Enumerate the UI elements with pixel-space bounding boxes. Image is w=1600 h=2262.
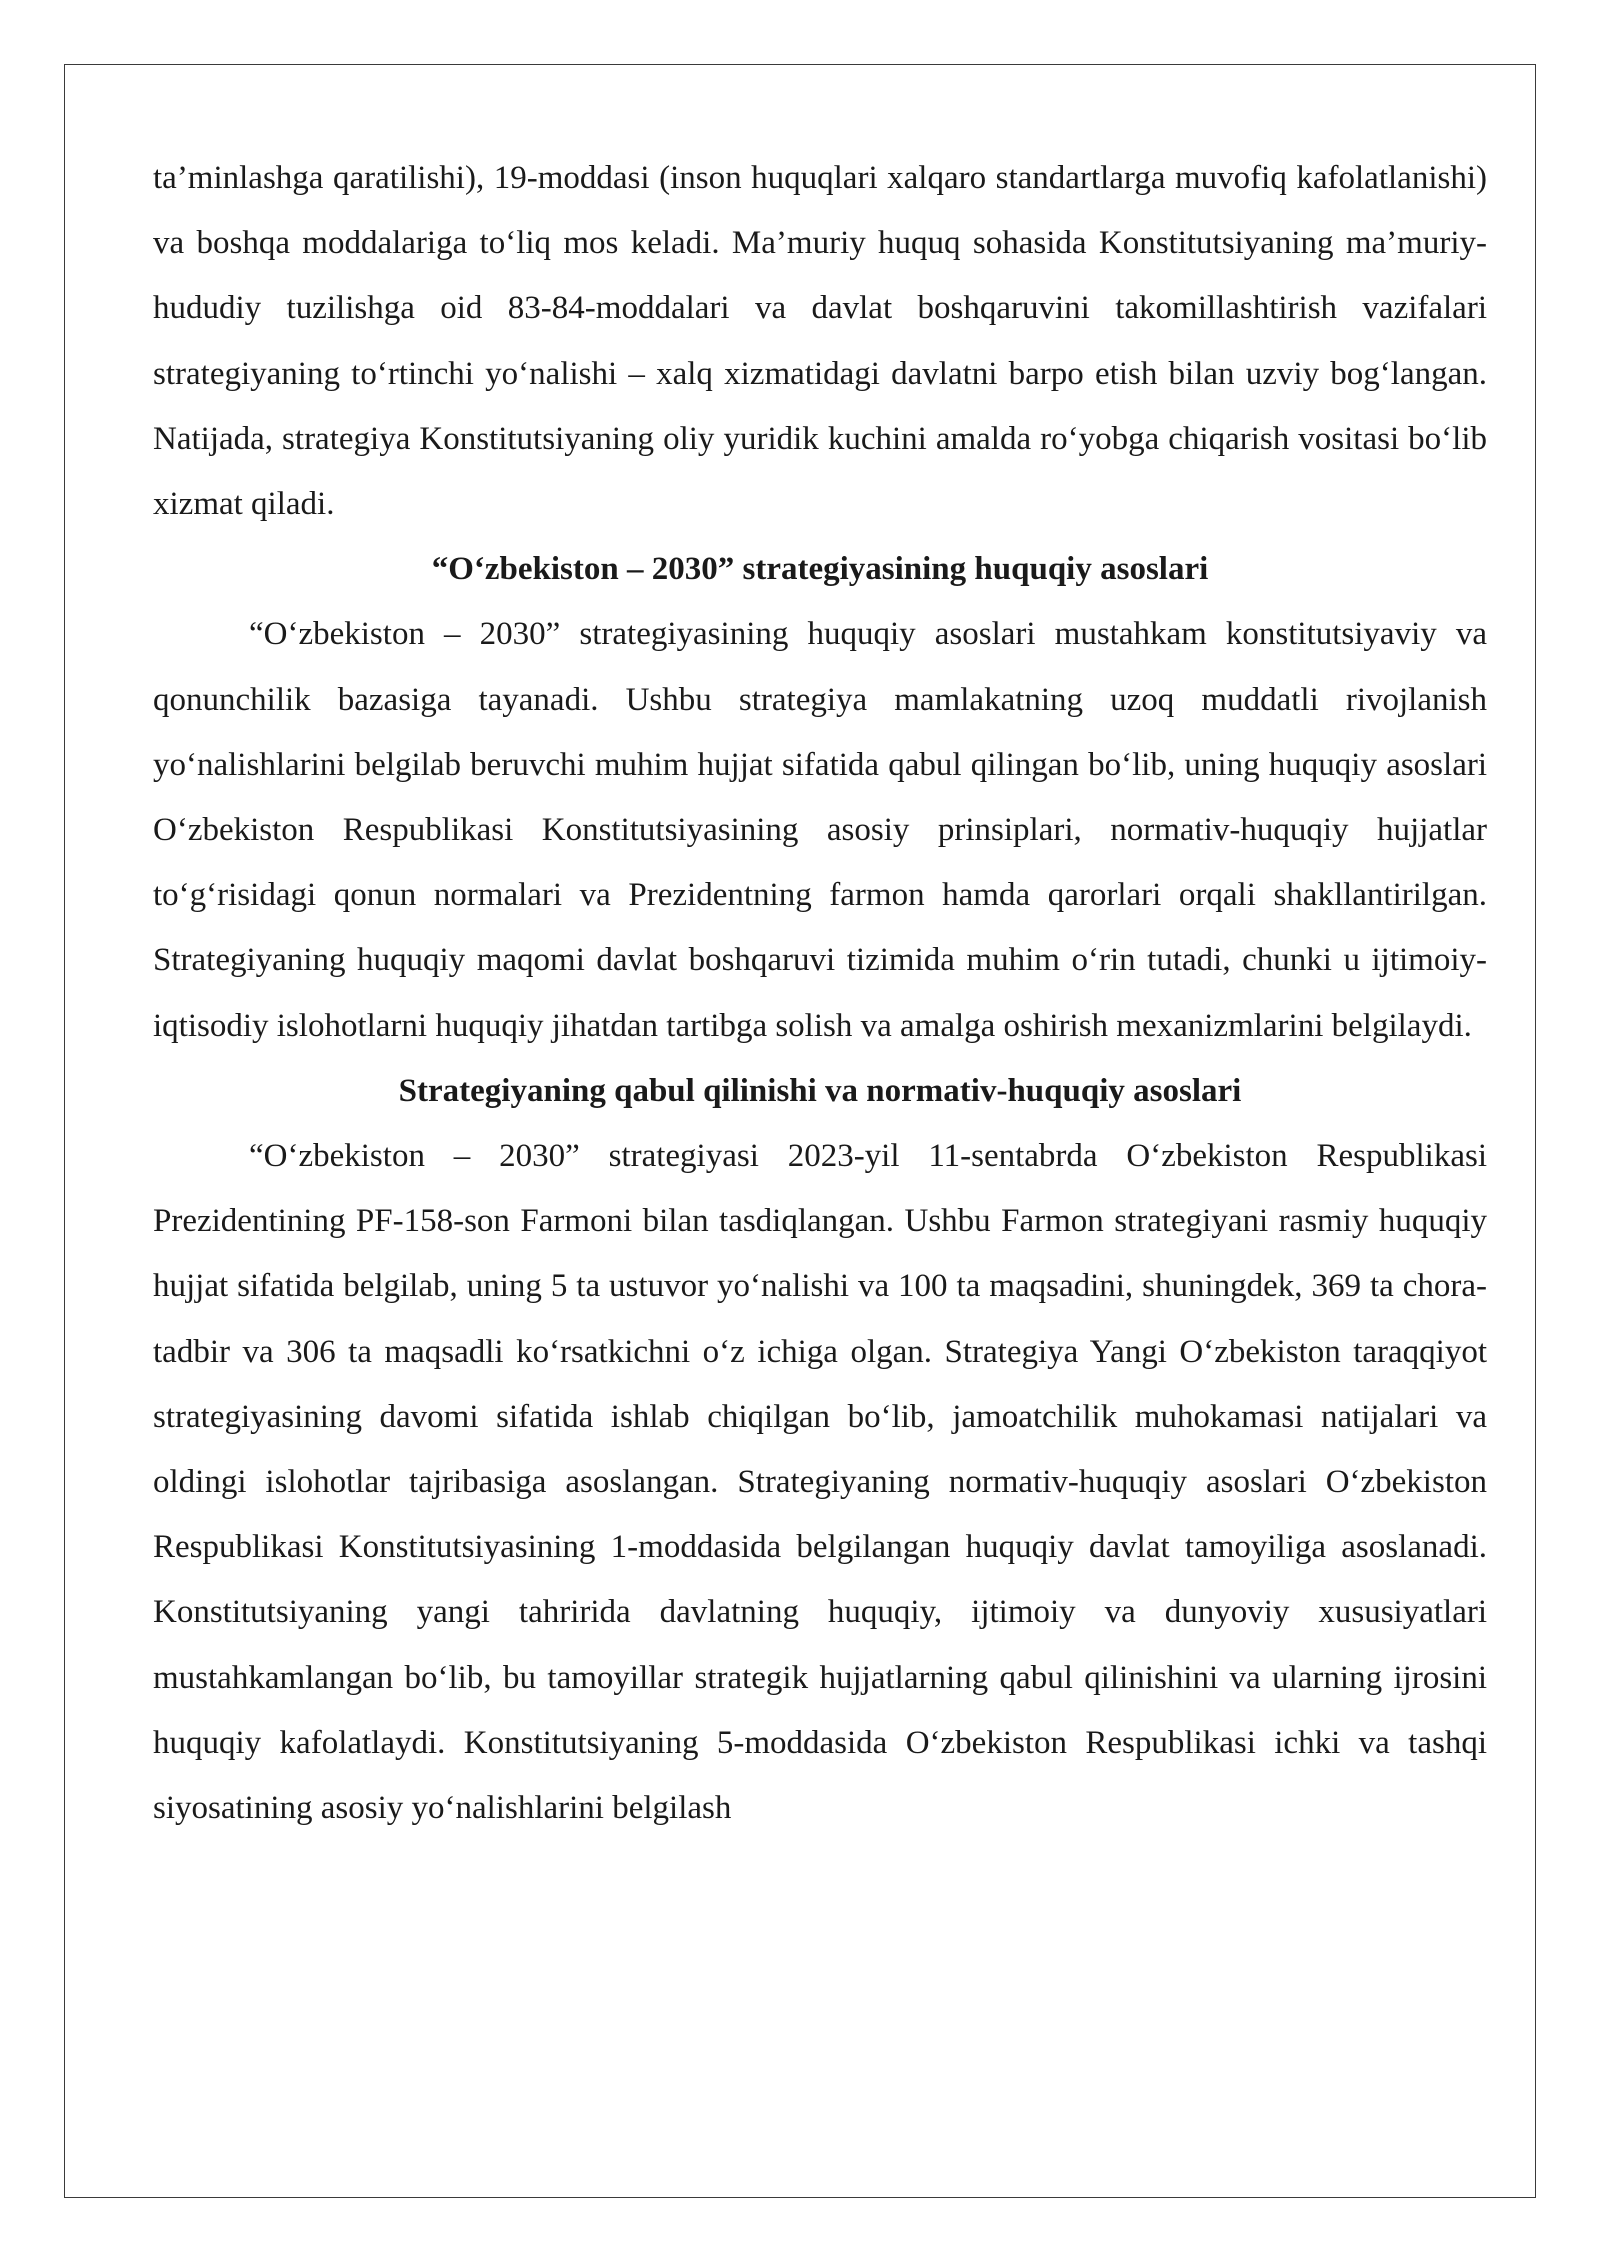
section-heading-legal-basis: “O‘zbekiston – 2030” strategiyasining huquqiy asoslari (431, 551, 1209, 588)
section-heading-adoption: Strategiyaning qabul qilinishi va normativ-huquqiy asoslari (398, 1072, 1242, 1109)
paragraph-legal-basis: “O‘zbekiston – 2030” strategiyasining huquqiy asoslari mustahkam konstitutsiyaviy va qonunchilik bazasiga tayanadi. Ushbu strategiya mamlakatning uzoq muddatli rivojlanish yo‘nalishlarini belgilab beruvchi muhim hujjat sifatida qabul qilingan bo‘lib, uning huquqiy asoslari O‘zbekiston Respublikasi Konstitutsiyasining asosiy prinsiplari, normativ-huquqiy hujjatlar to‘g‘risidagi qonun normalari va Prezidentning farmon hamda qarorlari orqali shakllantirilgan. Strategiyaning huquqiy maqomi davlat boshqaruvi tizimida muhim o‘rin tutadi, chunki u ijtimoiy-iqtisodiy islohotlarni huquqiy jihatdan tartibga solish va amalga oshirish mexanizmlarini belgilaydi. (153, 616, 1487, 1044)
document-body (153, 146, 1487, 1841)
paragraph-adoption: “O‘zbekiston – 2030” strategiyasi 2023-yil 11-sentabrda O‘zbekiston Respublikasi Prezidentining PF-158-son Farmoni bilan tasdiqlangan. Ushbu Farmon strategiyani rasmiy huquqiy hujjat sifatida belgilab, uning 5 ta ustuvor yo‘nalishi va 100 ta maqsadini, shuningdek, 369 ta chora-tadbir va 306 ta maqsadli ko‘rsatkichni o‘z ichiga olgan. Strategiya Yangi O‘zbekiston taraqqiyot strategiyasining davomi sifatida ishlab chiqilgan bo‘lib, jamoatchilik muhokamasi natijalari va oldingi islohotlar tajribasiga asoslangan. Strategiyaning normativ-huquqiy asoslari O‘zbekiston Respublikasi Konstitutsiyasining 1-moddasida belgilangan huquqiy davlat tamoyiliga asoslanadi. Konstitutsiyaning yangi tahririda davlatning huquqiy, ijtimoiy va dunyoviy xususiyatlari mustahkamlangan bo‘lib, bu tamoyillar strategik hujjatlarning qabul qilinishini va ularning ijrosini huquqiy kafolatlaydi. Konstitutsiyaning 5-moddasida O‘zbekiston Respublikasi ichki va tashqi siyosatining asosiy yo‘nalishlarini belgilash (153, 1138, 1487, 1827)
paragraph-continuation: ta’minlashga qaratilishi), 19-moddasi (inson huquqlari xalqaro standartlarga muvofiq kafolatlanishi) va boshqa moddalariga to‘liq mos keladi. Ma’muriy huquq sohasida Konstitutsiyaning ma’muriy-hududiy tuzilishga oid 83-84-moddalari va davlat boshqaruvini takomillashtirish vazifalari strategiyaning to‘rtinchi yo‘nalishi – xalq xizmatidagi davlatni barpo etish bilan uzviy bog‘langan. Natijada, strategiya Konstitutsiyaning oliy yuridik kuchini amalda ro‘yobga chiqarish vositasi bo‘lib xizmat qiladi. (153, 160, 1487, 523)
